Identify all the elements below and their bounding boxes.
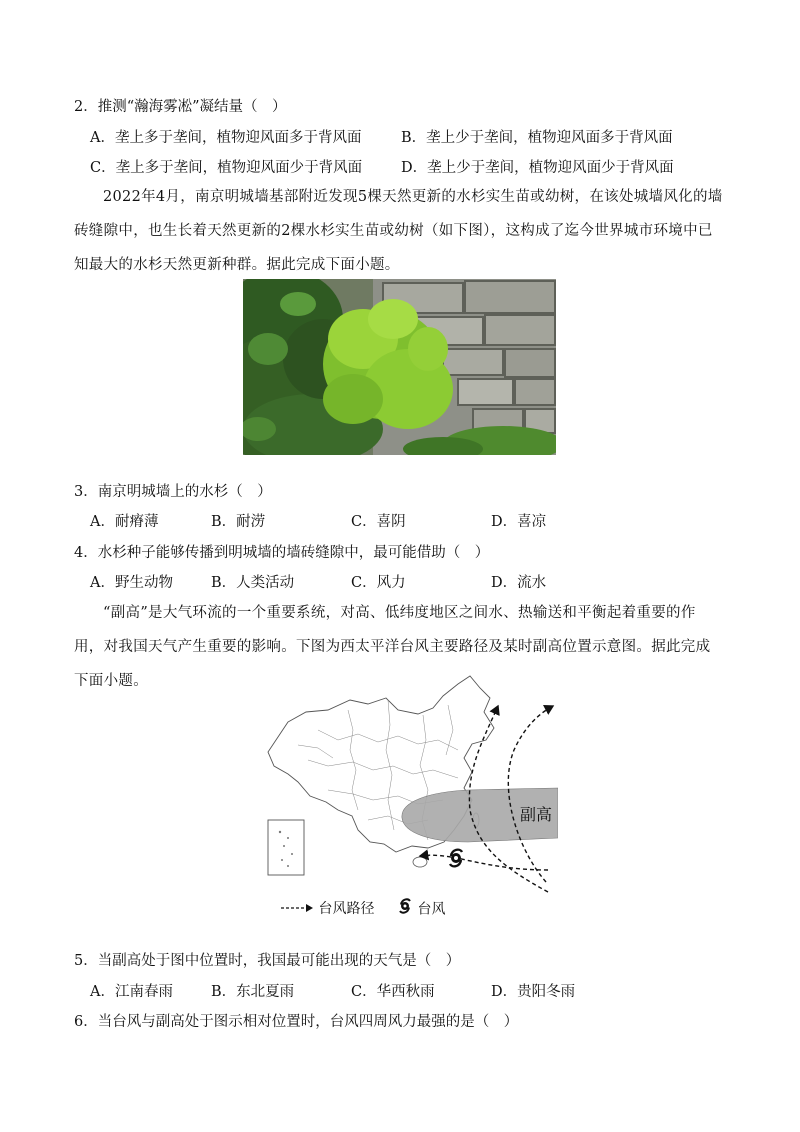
- legend-typhoon-path: [280, 898, 390, 920]
- question-2-stem: 2．推测“瀚海雾凇”凝结量（ ）: [74, 99, 287, 115]
- passage-subtropical-high: “副高”是大气环流的一个重要系统，对高、低纬度地区之间水、热输送和平衡起着重要的作用，对我国天气产生重要的影响。下图为西太平洋台风主要路径及某时副高位置示意图。据此完成下面小题。: [74, 605, 711, 689]
- question-5-option-c: C．华西秋雨: [351, 984, 435, 1000]
- question-4-option-d: D．流水: [491, 575, 547, 591]
- question-5-option-a: A．江南春雨: [90, 984, 173, 1000]
- question-2-option-d: D．垄上少于垄间，植物迎风面少于背风面: [401, 160, 674, 176]
- south-china-sea-inset: [268, 820, 304, 875]
- typhoon-symbol: [450, 850, 462, 867]
- question-3-option-a: A．耐瘠薄: [90, 514, 159, 530]
- question-5-option-b: B．东北夏雨: [211, 984, 295, 1000]
- question-2-option-a: A．垄上多于垄间，植物迎风面多于背风面: [90, 130, 362, 146]
- typhoon-map: [258, 670, 558, 900]
- question-5-stem: 5．当副高处于图中位置时，我国最可能出现的天气是（ ）: [74, 953, 461, 969]
- question-3-stem: 3．南京明城墙上的水杉（ ）: [74, 484, 272, 500]
- city-wall-photo: [243, 279, 556, 455]
- question-4-option-a: A．野生动物: [90, 575, 173, 591]
- typhoon-icon: [397, 898, 413, 921]
- passage-metasequoia: 2022年4月，南京明城墙基部附近发现5棵天然更新的水杉实生苗或幼树，在该处城墙风化的墙砖缝隙中，也生长着天然更新的2棵水杉实生苗或幼树（如下图），这构成了迄今世界城市环境中已知最大的水杉天然更新种群。据此完成下面小题。: [74, 189, 723, 273]
- legend-typhoon-path-label: 台风路径: [318, 901, 375, 917]
- hainan-island: [413, 857, 427, 867]
- subtropical-high-label: 副高: [520, 805, 553, 824]
- legend-typhoon: [397, 898, 467, 920]
- question-3-option-c: C．喜阴: [351, 514, 406, 530]
- question-3-option-d: D．喜凉: [491, 514, 547, 530]
- question-3-option-b: B．耐涝: [211, 514, 266, 530]
- question-2-option-b: B．垄上少于垄间，植物迎风面多于背风面: [401, 130, 673, 146]
- question-2-option-c: C．垄上多于垄间，植物迎风面少于背风面: [90, 160, 363, 176]
- dashed-arrow-icon: [280, 898, 314, 920]
- question-5-option-d: D．贵阳冬雨: [491, 984, 576, 1000]
- question-4-option-c: C．风力: [351, 575, 406, 591]
- question-4-stem: 4．水杉种子能够传播到明城墙的墙砖缝隙中，最可能借助（ ）: [74, 545, 490, 561]
- legend-typhoon-label: 台风: [417, 901, 446, 918]
- question-6-stem: 6．当台风与副高处于图示相对位置时，台风四周风力最强的是（ ）: [74, 1014, 519, 1030]
- question-4-option-b: B．人类活动: [211, 575, 295, 591]
